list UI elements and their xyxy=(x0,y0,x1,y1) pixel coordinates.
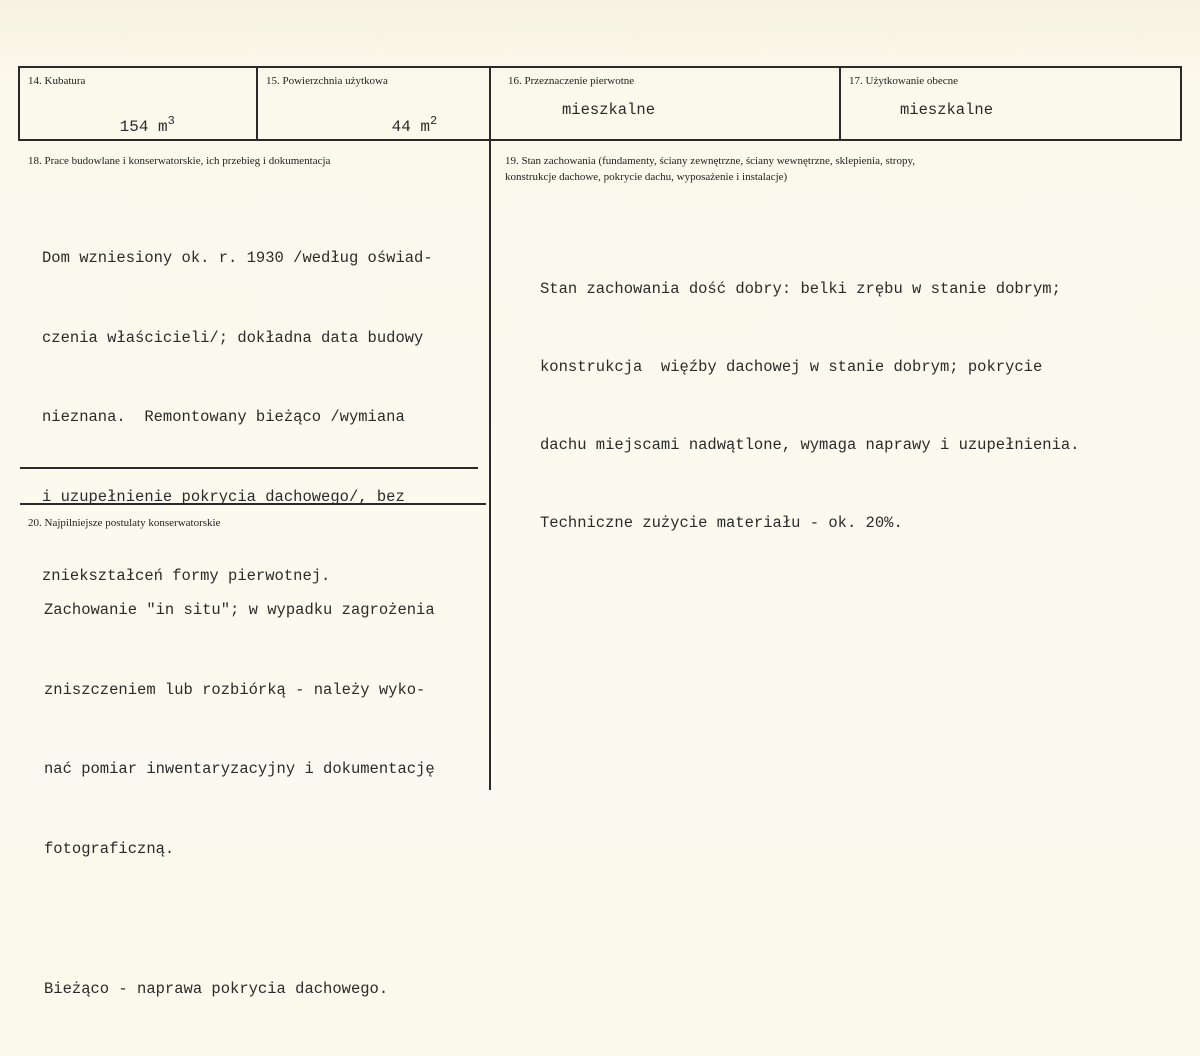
col-divider-2 xyxy=(489,66,491,790)
przeznaczenie-label: 16. Przeznaczenie pierwotne xyxy=(508,75,635,87)
stan-zachowania-text xyxy=(540,224,1080,588)
prace-line-5: zniekształceń formy pierwotnej. xyxy=(42,567,331,585)
uzytkowanie-label: 17. Użytkowanie obecne xyxy=(849,75,959,87)
stan-line-3: dachu miejscami nadwątlone, wymaga naprawy i uzupełnienia. xyxy=(540,436,1080,454)
uzytkowanie-value: mieszkalne xyxy=(900,101,994,119)
top-border-line xyxy=(18,66,1182,68)
prace-line-3: nieznana. Remontowany bieżąco /wymiana xyxy=(42,408,405,426)
postulaty-text xyxy=(44,544,435,1056)
postulaty-line-4: fotograficzną. xyxy=(44,839,175,858)
prace-line-2: czenia właścicieli/; dokładna data budowy xyxy=(42,328,424,347)
kubatura-value xyxy=(62,100,175,154)
stan-zachowania-label-2: konstrukcje dachowe, pokrycie dachu, wyposażenie i instalacje) xyxy=(505,171,788,183)
stan-line-1: Stan zachowania dość dobry: belki zrębu w stanie dobrym; xyxy=(540,280,1061,298)
row-divider-line xyxy=(18,139,1182,141)
kubatura-label: 14. Kubatura xyxy=(28,75,86,87)
prace-line-4: i uzupełnienie pokrycia dachowego/, bez xyxy=(42,487,405,506)
postulaty-line-5 xyxy=(44,915,435,923)
stan-line-4: Techniczne zużycie materiału - ok. 20%. xyxy=(540,514,903,532)
powierzchnia-unit-exponent: 2 xyxy=(430,114,438,128)
postulaty-line-6: Bieżąco - naprawa pokrycia dachowego. xyxy=(44,980,389,998)
postulaty-line-3: nać pomiar inwentaryzacyjny i dokumentację xyxy=(44,760,435,778)
powierzchnia-number: 44 m xyxy=(391,118,431,136)
stan-line-2: konstrukcja więźby dachowej w stanie dobrym; pokrycie xyxy=(540,358,1043,376)
prace-budowlane-label: 18. Prace budowlane i konserwatorskie, ich przebieg i dokumentacja xyxy=(28,155,331,167)
kubatura-number: 154 m xyxy=(119,118,168,136)
right-border-line xyxy=(1180,66,1182,141)
postulaty-line-1: Zachowanie "in situ"; w wypadku zagrożenia xyxy=(44,601,435,619)
powierzchnia-label: 15. Powierzchnia użytkowa xyxy=(266,75,388,87)
prace-line-1: Dom wzniesiony ok. r. 1930 /według oświad- xyxy=(42,249,433,267)
postulaty-line-2: zniszczeniem lub rozbiórką - należy wyko- xyxy=(44,680,426,699)
col-divider-3 xyxy=(839,66,841,141)
kubatura-unit-exponent: 3 xyxy=(167,114,175,128)
postulaty-label: 20. Najpilniejsze postulaty konserwatorskie xyxy=(28,517,221,529)
powierzchnia-value xyxy=(334,100,437,154)
left-border-line xyxy=(18,66,20,141)
przeznaczenie-value: mieszkalne xyxy=(562,101,656,119)
stan-zachowania-label-1: 19. Stan zachowania (fundamenty, ściany zewnętrzne, ściany wewnętrzne, sklepienia, stropy, xyxy=(505,155,916,167)
col-divider-1 xyxy=(256,66,258,141)
